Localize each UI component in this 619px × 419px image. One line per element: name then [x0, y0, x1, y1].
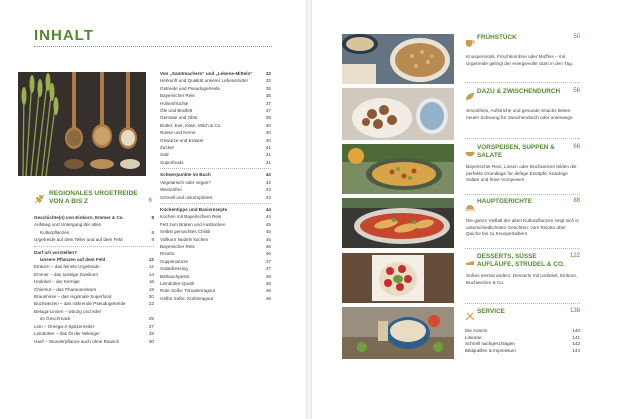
section-page: 88 [573, 198, 580, 204]
toc-entry[interactable]: Risotto 46 [160, 251, 271, 257]
section-snacks[interactable] [465, 88, 580, 121]
toc-entry[interactable]: Leindotter – das Öl der Wikinger 28 [34, 331, 154, 337]
toc-divider [160, 168, 271, 169]
toc-entry[interactable]: im Geschmack 25 [40, 316, 154, 322]
toc-entry[interactable]: Küchentipps und Basisrezepte 44 [160, 206, 271, 212]
section-service[interactable] [465, 308, 580, 354]
toc-entry[interactable]: Einkorn – das feinste Urgetreide 12 [34, 264, 154, 270]
soup-bowl-icon [465, 144, 477, 162]
toc-entry[interactable]: Butter, Eier, Käse, Milch & Co. 40 [160, 122, 271, 128]
photo-breakfast-muesli [342, 34, 454, 84]
toc-entry[interactable]: Bildquellen & Impressum 144 [465, 347, 580, 353]
section-page: 122 [569, 253, 580, 259]
toc-entry[interactable]: Gewürze und Kräuter 40 [160, 137, 271, 143]
section-divider [465, 194, 580, 195]
section-page: 138 [569, 308, 580, 314]
photo-starters-salads [342, 144, 454, 194]
toc-entry[interactable]: Suppenwürze 47 [160, 258, 271, 264]
toc-entry[interactable]: Von „Samtmachern“ und „Lebene-Mitteln“ 32 [160, 71, 271, 76]
section-description: Die ganze Vielfalt der alten Kulturpflanzen zeigt sich in unterschiedlichsten Gerichten: vom Risotto über Quiche bis zu Knusperlaibern. [466, 218, 580, 237]
toc-entry[interactable]: Hülsenfrüchte 37 [160, 100, 271, 106]
toc-entry[interactable]: Getreide und Pseudogetreide 35 [160, 85, 271, 91]
section-name: SERVICE [477, 308, 505, 315]
toc-entry[interactable]: Die Autorin 140 [465, 328, 580, 333]
toc-entry[interactable]: Gelbe Soße: Kürbisragout 49 [160, 295, 271, 301]
coffee-cup-icon [465, 34, 477, 52]
toc-entry[interactable]: Fett zum Braten und Ausbacken 45 [160, 221, 271, 227]
toc-entry[interactable]: Weizenfrei 43 [160, 187, 271, 193]
section-divider [465, 248, 580, 249]
toc-entry[interactable]: Öle und Bratfett 37 [160, 108, 271, 114]
toc-divider [160, 203, 271, 204]
toc-entry[interactable]: Chiemut – das Pharaonenkorn 19 [34, 286, 154, 292]
section-divider [465, 82, 580, 83]
section-description: Bayerischer Reis, Linsen oder Buchweizen bilden die perfekte Grundlage für deftige Eintöpfe, knackige Salate und feine Vorspeisen. [466, 164, 577, 183]
section-description: Süßes einmal anders: Desserts mit Urdinkel, Einkorn, Buchweizen & Co. [466, 273, 578, 285]
section-divider [465, 303, 580, 304]
section-name: DESSERTS, SÜSSE AUFLÄUFE, STRUDEL & CO. [477, 253, 565, 268]
toc-entry[interactable]: Darf ich vorstellen? [34, 249, 77, 255]
toc-entry[interactable]: Zucker 41 [160, 145, 271, 151]
toc-entry[interactable]: Braunhirse – das regionale Superfood 20 [34, 294, 154, 300]
toc-entry[interactable]: Rote Soße: Tomatenragout 49 [160, 288, 271, 294]
title-divider [34, 46, 272, 47]
page-title: INHALT [34, 27, 94, 44]
section-page: 6 [148, 198, 152, 204]
photo-snacks [342, 88, 454, 140]
toc-column-a [34, 214, 154, 345]
section-page: 50 [573, 34, 580, 40]
toc-entry[interactable]: Vollkorn Nudeln kochen 45 [160, 236, 271, 242]
toc-entry[interactable]: Bayerischer Reis 46 [160, 243, 271, 249]
toc-entry[interactable]: Superfoods 41 [160, 159, 271, 165]
toc-entry[interactable]: Schnell und unkompliziert 43 [160, 194, 271, 200]
fork-knife-icon [465, 308, 477, 326]
photo-desserts [342, 253, 454, 303]
section-breakfast[interactable] [465, 34, 580, 67]
toc-entry[interactable]: Salatdressing 47 [160, 266, 271, 272]
dish-cover-icon [465, 198, 477, 216]
section-name: REGIONALES URGETREIDE VON A BIS Z [49, 190, 138, 205]
cake-icon [465, 253, 477, 271]
section-page: 56 [573, 88, 580, 94]
toc-entry[interactable]: Schwerpunkte im Buch 42 [160, 172, 271, 178]
toc-entry[interactable]: Emmer – das sussige Zweikorn 14 [34, 271, 154, 277]
toc-entry[interactable]: Bayerischer Reis 36 [160, 93, 271, 99]
toc-entry[interactable]: Buchweizen – das nährende Pseudogetreide 22 [34, 301, 154, 307]
section-divider [465, 138, 580, 139]
toc-entry[interactable]: Bärlauchpesto 48 [160, 273, 271, 279]
section-main-dishes[interactable] [465, 198, 580, 238]
toc-entry[interactable]: Aufstieg und Untergang der alten [34, 222, 102, 228]
toc-entry[interactable]: Unsere Pflanzen auf dem Feld 12 [40, 257, 154, 263]
toc-entry[interactable]: Leindotter-Quark 48 [160, 280, 271, 286]
toc-entry[interactable]: Nüsse und Kerne 40 [160, 130, 271, 136]
toc-entry[interactable]: Gemüse und Obst 39 [160, 115, 271, 121]
service-list [465, 328, 580, 354]
toc-entry[interactable]: Literatur 141 [465, 334, 580, 340]
toc-entry[interactable]: Kulturpflanzen 8 [40, 229, 154, 235]
toc-entry[interactable]: Kochen mit Bayerischem Reis 44 [160, 214, 271, 220]
section-name: DAZU & ZWISCHENDURCH [477, 88, 561, 95]
section-name: VORSPEISEN, SUPPEN & SALATE [477, 144, 555, 159]
section-description: Knuspermüsli, Frischkornbrei oder Muffins – mit Urgetreide gelingt der energievolle Start in den Tag. [466, 54, 574, 66]
left-page [0, 0, 306, 419]
toc-entry[interactable]: Salz 41 [160, 152, 271, 158]
toc-entry[interactable]: Urgetreide auf dem Teller und auf dem Feld 8 [34, 237, 154, 243]
photo-wooden-spoons-grains [18, 72, 146, 176]
toc-entry[interactable]: Hanf – Wunderpflanze auch ohne Rausch 30 [34, 338, 154, 344]
toc-entry[interactable]: Herkunft und Qualität unserer Lebensmittel 32 [160, 78, 271, 84]
photo-main-dishes [342, 198, 454, 248]
section-desserts[interactable] [465, 253, 580, 286]
toc-entry[interactable]: Beluga-Linsen – würzig und edel [34, 308, 101, 314]
toc-entry[interactable]: Schnell nachgeschlagen 142 [465, 341, 580, 347]
section-description: Smoothies, Aufstriche und gesunde Snacks bieten neuen Schwung für zwischendurch oder unterwegs. [466, 108, 574, 120]
section-starters[interactable] [465, 144, 580, 184]
toc-entry[interactable]: Vegetarisch oder vegan? 42 [160, 179, 271, 185]
section-name: FRÜHSTÜCK [477, 34, 517, 41]
wheat-icon [34, 191, 46, 209]
toc-column-b [160, 70, 271, 302]
leaf-icon [465, 88, 477, 106]
photo-service-cookware [342, 307, 454, 359]
section-name: HAUPTGERICHTE [477, 198, 533, 205]
toc-divider [34, 246, 154, 247]
section-page: 66 [573, 144, 580, 150]
toc-entry[interactable]: Selbst gemachtes Chiliöl 45 [160, 229, 271, 235]
toc-entry[interactable]: Geschichte(n) von Einkorn, Emmer & Co. 8 [34, 215, 154, 220]
toc-entry[interactable]: Lein – Omega-3-Spitzenreiter 27 [34, 323, 154, 329]
toc-entry[interactable]: Urdinkel – der Kernige 16 [34, 279, 154, 285]
